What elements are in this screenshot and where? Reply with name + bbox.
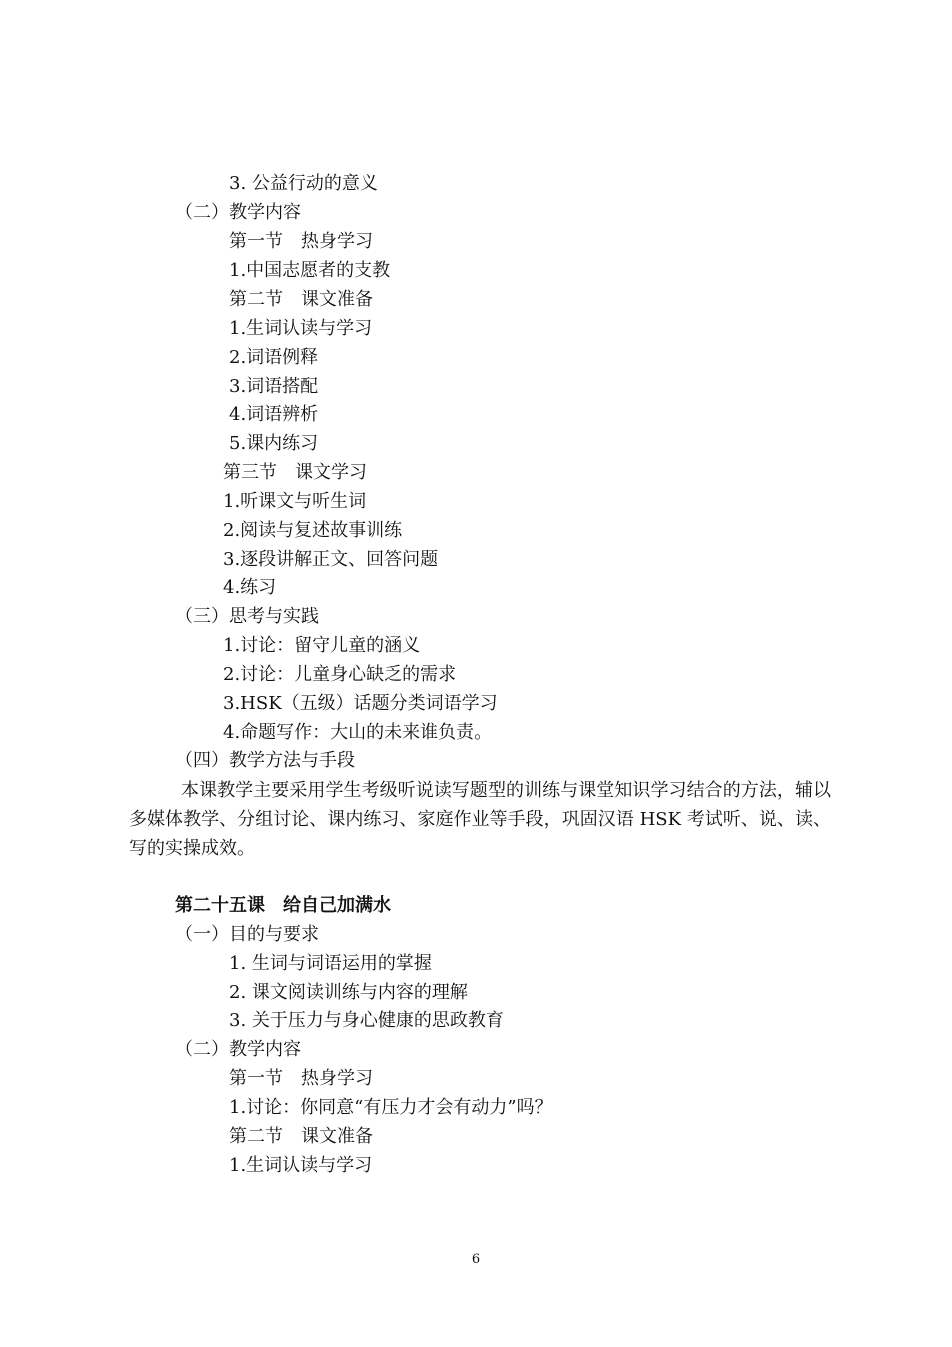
- item-line: 4.词语辨析: [229, 404, 319, 425]
- item-line: 3.词语搭配: [229, 376, 319, 397]
- item-line: 2.词语例释: [229, 347, 319, 368]
- subsection-heading: 第三节 课文学习: [223, 462, 367, 483]
- subsection-heading: 第一节 热身学习: [229, 231, 373, 252]
- lesson-title: 第二十五课 给自己加满水: [175, 895, 391, 916]
- section-heading: （一）目的与要求: [175, 924, 319, 945]
- item-line: 2.阅读与复述故事训练: [223, 520, 403, 541]
- item-line: 1.讨论：留守儿童的涵义: [223, 635, 421, 656]
- item-line: 1.生词认读与学习: [229, 318, 373, 339]
- item-line: 1.听课文与听生词: [223, 491, 367, 512]
- item-line: 3.HSK（五级）话题分类词语学习: [223, 693, 498, 714]
- section-heading: （三）思考与实践: [175, 606, 319, 627]
- section-heading: （四）教学方法与手段: [175, 750, 355, 771]
- subsection-heading: 第二节 课文准备: [229, 289, 373, 310]
- page-number: 6: [471, 1252, 481, 1267]
- item-line: 3.逐段讲解正文、回答问题: [223, 549, 439, 570]
- item-line: 5.课内练习: [229, 433, 319, 454]
- item-line: 2.讨论：儿童身心缺乏的需求: [223, 664, 457, 685]
- item-line: 1. 生词与词语运用的掌握: [229, 953, 432, 974]
- item-line: 3. 关于压力与身心健康的思政教育: [229, 1010, 504, 1031]
- item-line: 1.生词认读与学习: [229, 1155, 373, 1176]
- item-line: 4.练习: [223, 577, 277, 598]
- section-heading: （二）教学内容: [175, 202, 301, 223]
- item-line: 3. 公益行动的意义: [229, 173, 378, 194]
- item-line: 1.讨论：你同意“有压力才会有动力”吗？: [229, 1097, 553, 1118]
- subsection-heading: 第一节 热身学习: [229, 1068, 373, 1089]
- body-paragraph: 本课教学主要采用学生考级听说读写题型的训练与课堂知识学习结合的方法，辅以多媒体教学、分组讨论、课内练习、家庭作业等手段，巩固汉语 HSK 考试听、说、读、写的实操成效。: [129, 780, 831, 859]
- item-line: 4.命题写作：大山的未来谁负责。: [223, 722, 493, 743]
- item-line: 1.中国志愿者的支教: [229, 260, 391, 281]
- subsection-heading: 第二节 课文准备: [229, 1126, 373, 1147]
- item-line: 2. 课文阅读训练与内容的理解: [229, 982, 468, 1003]
- section-heading: （二）教学内容: [175, 1039, 301, 1060]
